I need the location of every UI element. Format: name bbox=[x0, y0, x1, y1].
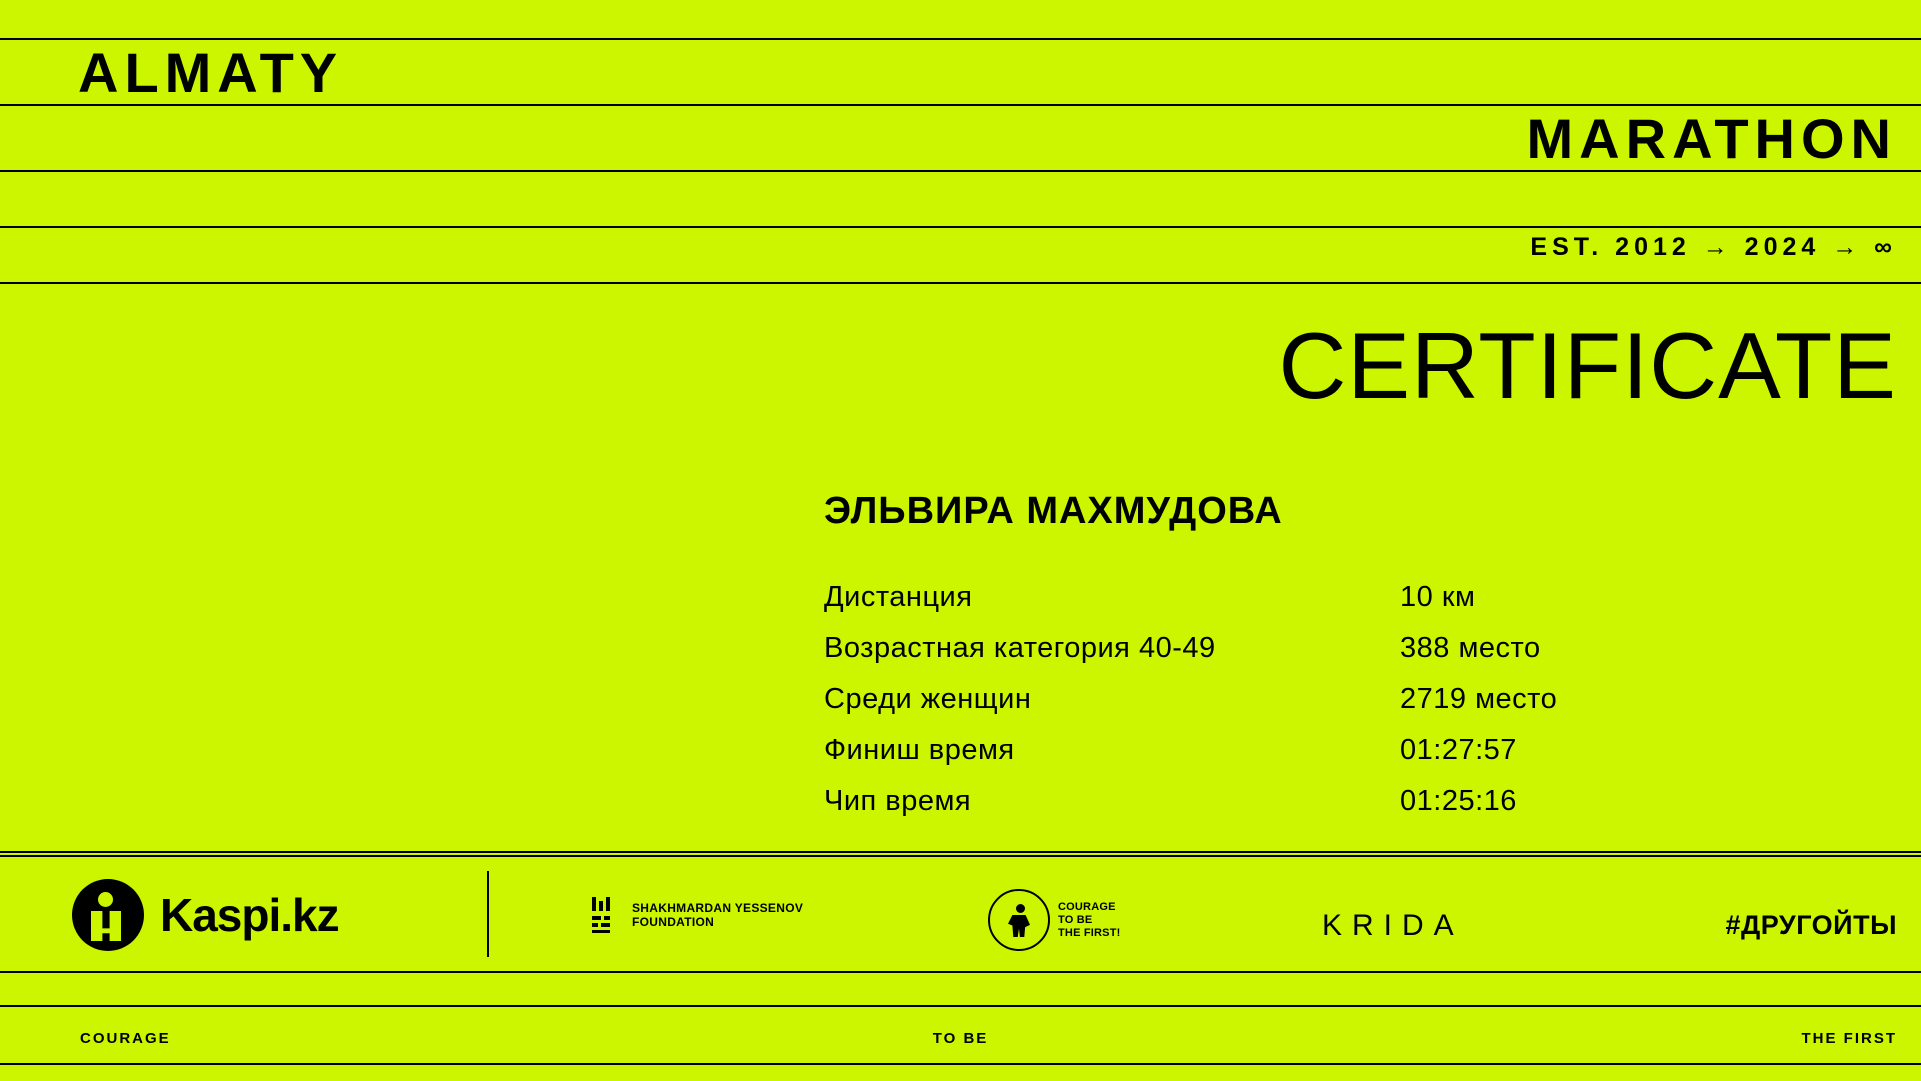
divider-rule bbox=[0, 1063, 1921, 1065]
corporate-fund-line1: COURAGE bbox=[1058, 900, 1116, 913]
slogan-center: TO BE bbox=[932, 1030, 989, 1047]
slogan-left: COURAGE bbox=[80, 1030, 171, 1047]
result-value: 2719 место bbox=[1400, 683, 1558, 715]
divider-rule bbox=[0, 104, 1921, 106]
divider-rule bbox=[0, 282, 1921, 284]
result-label: Чип время bbox=[824, 785, 972, 817]
table-row bbox=[824, 733, 1624, 784]
divider-rule bbox=[0, 1005, 1921, 1007]
table-row bbox=[824, 631, 1624, 682]
result-label: Финиш время bbox=[824, 734, 1015, 766]
sponsor-yessenov bbox=[592, 897, 803, 933]
sponsor-krida-label: KRIDA bbox=[1322, 909, 1464, 942]
table-row bbox=[824, 682, 1624, 733]
result-value: 10 км bbox=[1400, 581, 1476, 613]
slogan-right: THE FIRST bbox=[1801, 1030, 1897, 1047]
divider-rule bbox=[0, 851, 1921, 853]
event-name-line1: ALMATY bbox=[78, 41, 344, 104]
sponsor-bar bbox=[0, 857, 1921, 971]
result-value: 01:25:16 bbox=[1400, 785, 1517, 817]
result-label: Среди женщин bbox=[824, 683, 1032, 715]
result-label: Дистанция bbox=[824, 581, 973, 613]
table-row bbox=[824, 580, 1624, 631]
event-name-line2: MARATHON bbox=[1526, 107, 1897, 170]
sponsor-kaspi bbox=[72, 879, 339, 951]
results-table bbox=[824, 580, 1624, 835]
divider-rule bbox=[0, 226, 1921, 228]
runner-name: ЭЛЬВИРА МАХМУДОВА bbox=[824, 490, 1283, 532]
sponsor-corporate-fund bbox=[988, 889, 1121, 951]
sponsor-drugoity-label: #ДРУГОЙТЫ bbox=[1725, 910, 1897, 940]
divider-rule bbox=[0, 971, 1921, 973]
sponsor-yessenov-line1: SHAKHMARDAN YESSENOV bbox=[632, 901, 804, 915]
sponsor-yessenov-label bbox=[632, 901, 803, 929]
result-label: Возрастная категория 40-49 bbox=[824, 632, 1216, 664]
result-value: 01:27:57 bbox=[1400, 734, 1517, 766]
kaspi-logo-icon bbox=[72, 879, 144, 951]
divider-rule bbox=[0, 170, 1921, 172]
corporate-fund-line3: THE FIRST! bbox=[1058, 926, 1121, 939]
page-title: CERTIFICATE bbox=[1278, 313, 1897, 418]
corporate-fund-line2: TO BE bbox=[1058, 913, 1093, 926]
established-years: EST. 2012 → 2024 → ∞ bbox=[1530, 233, 1897, 261]
footer-slogan bbox=[0, 1030, 1921, 1054]
result-value: 388 место bbox=[1400, 632, 1541, 664]
corporate-fund-seal-icon bbox=[988, 889, 1050, 951]
sponsor-yessenov-line2: FOUNDATION bbox=[632, 915, 715, 929]
sponsor-corporate-fund-label bbox=[1058, 901, 1121, 940]
divider-rule bbox=[0, 38, 1921, 40]
table-row bbox=[824, 784, 1624, 835]
sponsor-kaspi-label: Kaspi.kz bbox=[160, 889, 339, 941]
yessenov-logo-icon bbox=[592, 897, 622, 933]
sponsor-divider bbox=[487, 871, 489, 957]
